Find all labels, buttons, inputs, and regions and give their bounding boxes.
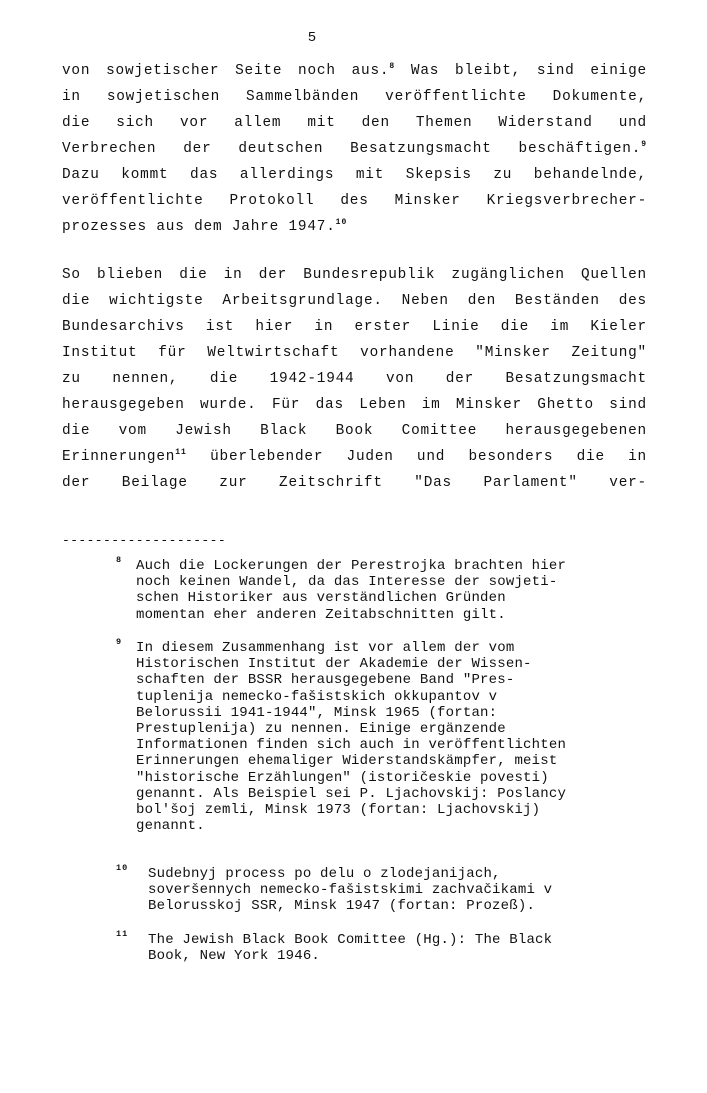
footnote-line: Historischen Institut der Akademie der Wissen-: [136, 656, 532, 673]
text-line: die sich vor allem mit den Themen Widerstand und: [62, 115, 647, 131]
footnote-line: Informationen finden sich auch in veröffentlichten: [136, 737, 567, 754]
footnote-line: "historische Erzählungen" (istoričeskie povesti): [136, 769, 549, 786]
footnote-line: schen Historiker aus verständlichen Gründen: [136, 590, 506, 607]
footnote-line: bol'šoj zemli, Minsk 1973 (fortan: Ljachovskij): [136, 801, 541, 818]
footnote-ref-10[interactable]: 10: [335, 218, 348, 227]
footnote-marker: 8: [116, 555, 123, 565]
text-line: Verbrechen der deutschen Besatzungsmacht beschäftigen.$^9$: [62, 140, 647, 157]
footnote-ref-9[interactable]: 9: [641, 140, 647, 149]
footnote-line: The Jewish Black Book Comittee (Hg.): The Black: [148, 932, 553, 948]
footnote-ref-11[interactable]: 11: [175, 448, 187, 457]
footnote-line: Prestuplenija) zu nennen. Einige ergänzende: [136, 720, 506, 737]
footnote-separator: --------------------: [62, 533, 227, 548]
text-line: prozesses aus dem Jahre 1947.10: [62, 218, 348, 235]
footnote-ref-8[interactable]: 8: [389, 62, 396, 71]
text-line: Bundesarchivs ist hier in erster Linie die im Kieler: [62, 319, 647, 335]
footnote-line: In diesem Zusammenhang ist vor allem der vom: [136, 640, 515, 656]
text-line: zu nennen, die 1942-1944 von der Besatzungsmacht: [62, 371, 647, 387]
footnote-line: soveršennych nemecko-fašistskimi zachvačikami v: [148, 882, 553, 899]
footnote-line: noch keinen Wandel, da das Interesse der sowjeti-: [136, 574, 558, 591]
text-line: von sowjetischer Seite noch aus.$^8$ Was bleibt, sind einige: [62, 62, 647, 79]
text-line: veröffentlichte Protokoll des Minsker Kriegsverbrecher-: [62, 193, 647, 209]
footnote-line: genannt. Als Beispiel sei P. Ljachovskij: Poslancy: [136, 785, 567, 802]
footnote-line: genannt.: [136, 818, 205, 835]
text-line: Institut für Weltwirtschaft vorhandene "Minsker Zeitung": [62, 345, 647, 361]
footnote-line: Sudebnyj process po delu o zlodejanijach,: [148, 866, 501, 882]
text-line: die vom Jewish Black Book Comittee herausgegebenen: [62, 423, 647, 439]
text-line: Erinnerungen$^{11}$ überlebender Juden und besonders die in: [62, 448, 647, 465]
footnote-marker: 9: [116, 637, 123, 647]
footnote-marker: 11: [116, 929, 129, 939]
footnote-marker: 10: [116, 863, 129, 873]
footnote-line: Erinnerungen ehemaliger Widerstandskämpfer, meist: [136, 753, 558, 770]
text-line: Dazu kommt das allerdings mit Skepsis zu behandelnde,: [62, 167, 647, 183]
text-line: herausgegeben wurde. Für das Leben im Minsker Ghetto sind: [62, 397, 647, 413]
footnote-line: Auch die Lockerungen der Perestrojka brachten hier: [136, 558, 567, 574]
footnote-line: Book, New York 1946.: [148, 948, 321, 965]
text-line: So blieben die in der Bundesrepublik zugänglichen Quellen: [62, 267, 647, 283]
footnote-line: Belorusskoj SSR, Minsk 1947 (fortan: Prozeß).: [148, 898, 536, 915]
footnote-line: momentan eher anderen Zeitabschnitten gilt.: [136, 606, 506, 623]
text-line: in sowjetischen Sammelbänden veröffentlichte Dokumente,: [62, 89, 647, 105]
footnote-line: Belorussii 1941-1944", Minsk 1965 (fortan:: [136, 704, 498, 721]
footnote-line: schaften der BSSR herausgegebene Band "Pres-: [136, 672, 515, 689]
footnote-line: tuplenija nemecko-fašistskich okkupantov v: [136, 688, 498, 705]
body-paragraph-2: [62, 262, 647, 496]
text-line: die wichtigste Arbeitsgrundlage. Neben den Beständen des: [62, 293, 647, 309]
body-paragraph-1: [62, 58, 647, 240]
page-number: 5: [307, 30, 317, 46]
text-line: der Beilage zur Zeitschrift "Das Parlament" ver-: [62, 475, 647, 491]
